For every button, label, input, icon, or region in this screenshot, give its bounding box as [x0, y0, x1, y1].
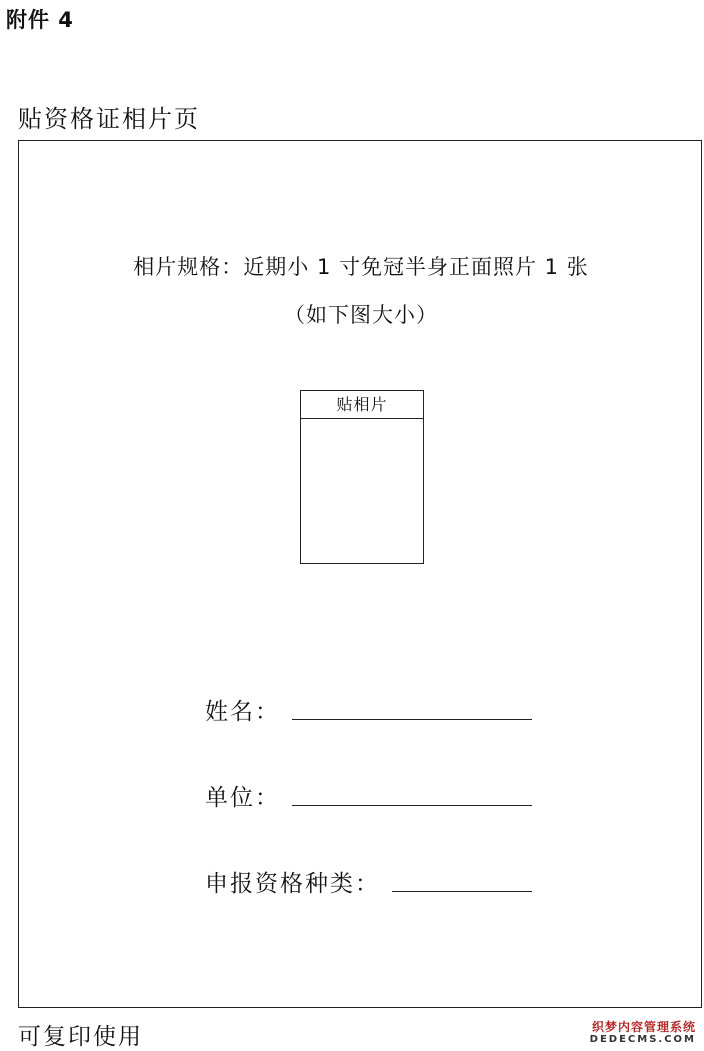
name-field [205, 693, 532, 726]
qualification-type-field [205, 865, 532, 898]
attachment-label: 附件 4 [6, 8, 74, 32]
name-label: 姓名： [205, 699, 280, 725]
qualification-type-blank-line [392, 890, 532, 892]
unit-blank-line [292, 804, 532, 806]
unit-label: 单位： [205, 785, 280, 811]
photo-page-frame [18, 140, 702, 1008]
watermark-cn: 织梦内容管理系统 [591, 1019, 696, 1034]
unit-field [205, 779, 532, 812]
watermark-en: DEDECMS.COM [589, 1034, 696, 1045]
photo-spec-line: 相片规格：近期小 1 寸免冠半身正面照片 1 张 [133, 255, 589, 279]
page-heading: 贴资格证相片页 [18, 105, 200, 133]
photo-placeholder-box [300, 390, 424, 564]
photo-size-note: （如下图大小） [284, 303, 438, 327]
copy-note: 可复印使用 [18, 1024, 143, 1050]
name-blank-line [292, 718, 532, 720]
watermark [590, 1021, 696, 1045]
photo-box-label: 贴相片 [301, 391, 423, 419]
qualification-type-label: 申报资格种类： [205, 871, 380, 897]
